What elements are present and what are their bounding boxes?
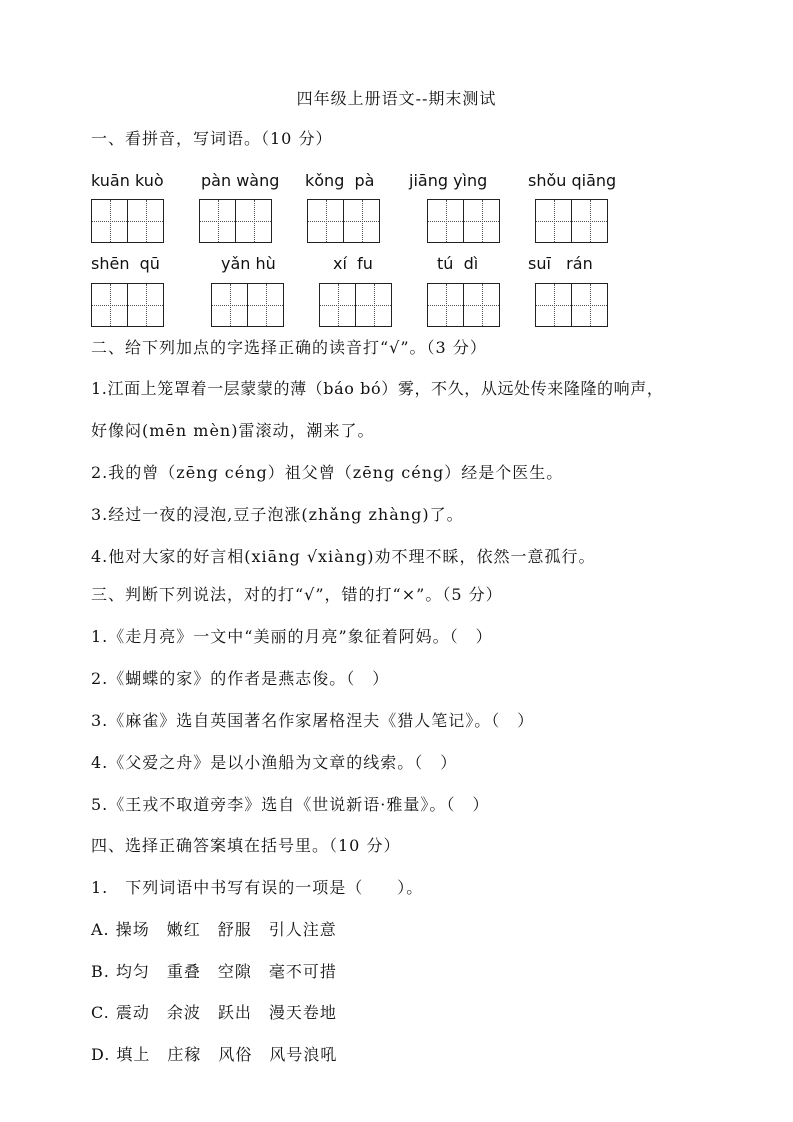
writing-box[interactable] bbox=[307, 199, 380, 243]
section-1-heading: 一、看拼音，写词语。（10 分） bbox=[91, 129, 333, 148]
s3-item-3: 3.《麻雀》选自英国著名作家屠格涅夫《猎人笔记》。（ ） bbox=[91, 711, 535, 730]
pinyin-6: shēn qū bbox=[91, 254, 160, 273]
s2-item-1a: 1.江面上笼罩着一层蒙蒙的薄（báo bó）雾，不久，从远处传来隆隆的响声， bbox=[91, 379, 664, 398]
writing-box[interactable] bbox=[319, 283, 392, 327]
s2-item-1b: 好像闷(mēn mèn)雷滚动，潮来了。 bbox=[91, 421, 375, 440]
writing-box[interactable] bbox=[427, 283, 500, 327]
writing-box[interactable] bbox=[535, 199, 608, 243]
pinyin-1: kuān kuò bbox=[91, 171, 164, 190]
s3-item-1: 1.《走月亮》一文中“美丽的月亮”象征着阿妈。（ ） bbox=[91, 627, 493, 646]
pinyin-10: suī rán bbox=[528, 254, 593, 273]
s4-question-1: 1. 下列词语中书写有误的一项是（ ）。 bbox=[91, 878, 424, 897]
s2-item-2: 2.我的曾（zēng céng）祖父曾（zēng céng）经是个医生。 bbox=[91, 463, 564, 482]
pinyin-7: yǎn hù bbox=[221, 254, 276, 273]
pinyin-row-1 bbox=[91, 171, 711, 191]
pinyin-4: jiāng yìng bbox=[409, 171, 488, 190]
writing-box[interactable] bbox=[535, 283, 608, 327]
section-4-heading: 四、选择正确答案填在括号里。（10 分） bbox=[91, 836, 401, 855]
writing-box[interactable] bbox=[211, 283, 284, 327]
writing-box[interactable] bbox=[91, 199, 164, 243]
section-2-heading: 二、给下列加点的字选择正确的读音打“√”。（3 分） bbox=[91, 338, 487, 357]
pinyin-2: pàn wàng bbox=[201, 171, 280, 190]
page-title: 四年级上册语文--期末测试 bbox=[296, 89, 497, 108]
pinyin-8: xí fu bbox=[333, 254, 373, 273]
s4-option-b: B. 均匀 重叠 空隙 毫不可措 bbox=[91, 962, 337, 981]
writing-box[interactable] bbox=[427, 199, 500, 243]
s2-item-4: 4.他对大家的好言相(xiāng √xiàng)劝不理不睬，依然一意孤行。 bbox=[91, 547, 596, 566]
pinyin-row-2 bbox=[91, 254, 711, 274]
s3-item-2: 2.《蝴蝶的家》的作者是燕志俊。（ ） bbox=[91, 669, 390, 688]
section-3-heading: 三、判断下列说法，对的打“√”，错的打“×”。（5 分） bbox=[91, 585, 503, 604]
s2-item-3: 3.经过一夜的浸泡,豆子泡涨(zhǎng zhàng)了。 bbox=[91, 505, 464, 524]
pinyin-3: kǒng pà bbox=[305, 171, 375, 190]
pinyin-5: shǒu qiāng bbox=[528, 171, 617, 190]
writing-boxes-row-1 bbox=[0, 199, 793, 243]
writing-boxes-row-2 bbox=[0, 283, 793, 327]
s3-item-4: 4.《父爱之舟》是以小渔船为文章的线索。（ ） bbox=[91, 753, 458, 772]
s4-option-a: A. 操场 嫩红 舒服 引人注意 bbox=[91, 920, 337, 939]
writing-box[interactable] bbox=[91, 283, 164, 327]
s4-option-c: C. 震动 余波 跃出 漫天卷地 bbox=[91, 1003, 337, 1022]
s4-option-d: D. 填上 庄稼 风俗 风号浪吼 bbox=[91, 1045, 338, 1064]
writing-box[interactable] bbox=[199, 199, 272, 243]
pinyin-9: tú dì bbox=[437, 254, 479, 273]
s3-item-5: 5.《王戎不取道旁李》选自《世说新语·雅量》。（ ） bbox=[91, 795, 490, 814]
